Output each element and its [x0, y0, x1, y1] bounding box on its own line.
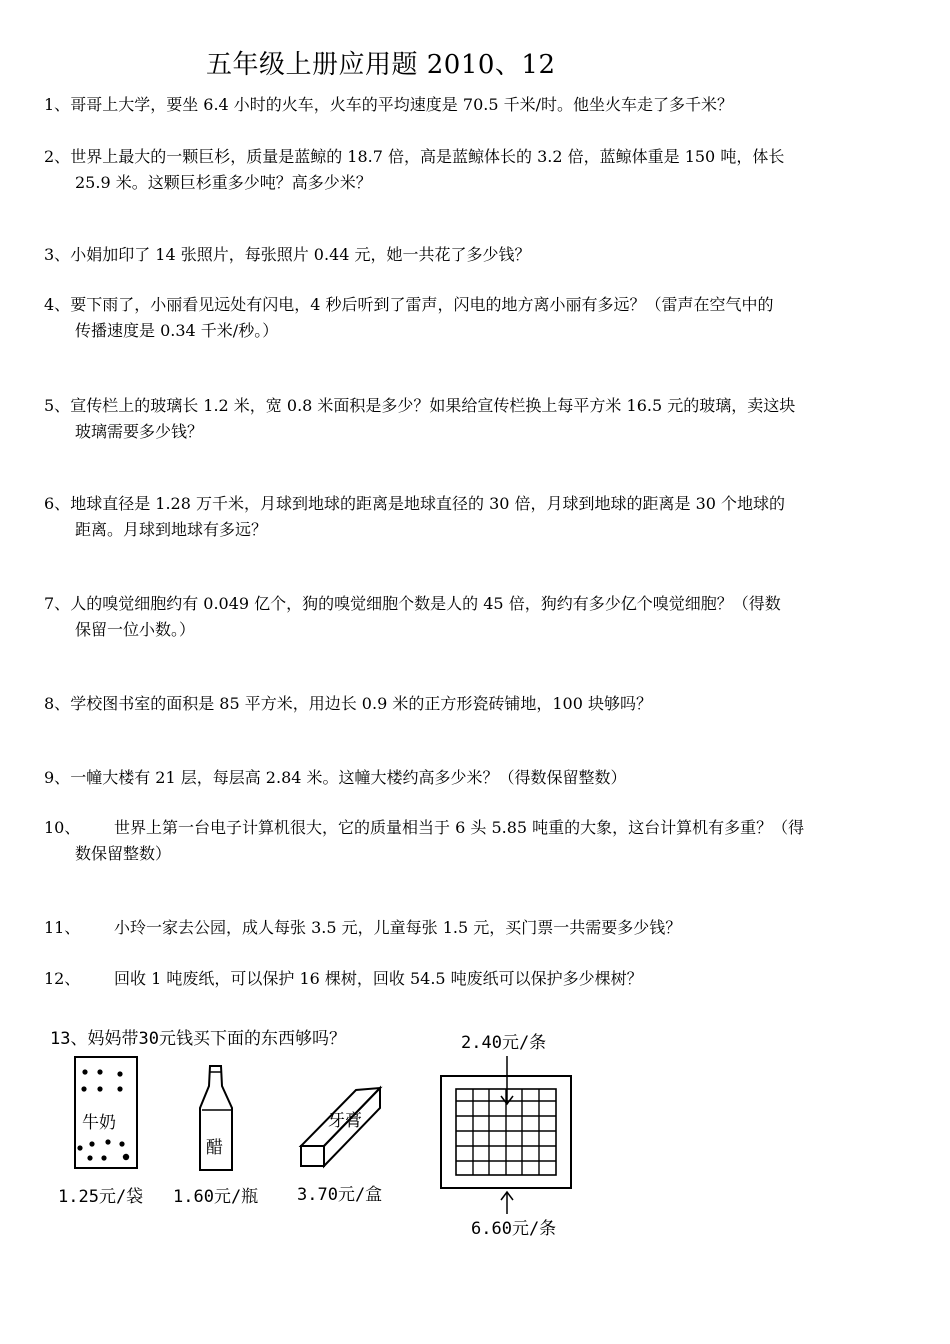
question-number: 4、 — [44, 295, 71, 314]
question-text: 宣传栏上的玻璃长 1.2 米，宽 0.8 米面积是多少？如果给宣传栏换上每平方米 16.5 元的玻璃，卖这块 — [70, 396, 796, 415]
question-text-cont: 25.9 米。这颗巨杉重多少吨？高多少米？ — [75, 173, 372, 192]
page-title: 五年级上册应用题 2010、12 — [206, 50, 556, 80]
tablecloth-price: 6.60元/条 — [471, 1219, 557, 1239]
question-number: 1、 — [44, 95, 71, 114]
question-number: 9、 — [44, 768, 71, 787]
vinegar-label: 醋 — [206, 1138, 223, 1158]
question-number: 2、 — [44, 147, 71, 166]
question-13: 13、妈妈带30元钱买下面的东西够吗？ — [50, 1029, 346, 1049]
toothpaste-price: 3.70元/盒 — [297, 1185, 383, 1205]
question-number: 11、 — [44, 918, 81, 937]
question-number: 6、 — [44, 494, 71, 513]
question-text: 要下雨了，小丽看见远处有闪电，4 秒后听到了雷声，闪电的地方离小丽有多远？（雷声在空气中的 — [70, 295, 774, 314]
question-number: 5、 — [44, 396, 71, 415]
towel-price: 2.40元/条 — [461, 1033, 547, 1053]
question-text: 一幢大楼有 21 层，每层高 2.84 米。这幢大楼约高多少米？（得数保留整数） — [70, 768, 627, 787]
vinegar-price: 1.60元/瓶 — [173, 1187, 259, 1207]
question-number: 7、 — [44, 594, 71, 613]
question-text: 哥哥上大学，要坐 6.4 小时的火车，火车的平均速度是 70.5 千米/时。他坐火车走了多千米？ — [70, 95, 733, 114]
question-text-cont: 传播速度是 0.34 千米/秒。） — [75, 321, 279, 340]
question-text-cont: 保留一位小数。） — [75, 620, 196, 639]
towel-arrow-icon — [501, 1056, 513, 1104]
question-text-cont: 数保留整数） — [75, 844, 172, 863]
milk-price: 1.25元/袋 — [58, 1187, 144, 1207]
question-number: 8、 — [44, 694, 71, 713]
question-text: 世界上第一台电子计算机很大，它的质量相当于 6 头 5.85 吨重的大象，这台计算机有多重？（得 — [114, 818, 805, 837]
toothpaste-label: 牙膏 — [328, 1111, 362, 1131]
question-number: 12、 — [44, 969, 81, 988]
question-number: 3、 — [44, 245, 71, 264]
milk-label: 牛奶 — [82, 1113, 116, 1133]
question-text-cont: 玻璃需要多少钱？ — [75, 422, 204, 441]
question-text: 小玲一家去公园，成人每张 3.5 元，儿童每张 1.5 元，买门票一共需要多少钱？ — [114, 918, 682, 937]
question-text: 小娟加印了 14 张照片，每张照片 0.44 元，她一共花了多少钱？ — [70, 245, 531, 264]
tablecloth-icon — [441, 1076, 571, 1188]
question-number: 10、 — [44, 818, 81, 837]
question-text: 回收 1 吨废纸，可以保护 16 棵树，回收 54.5 吨废纸可以保护多少棵树？ — [114, 969, 643, 988]
question-text: 学校图书室的面积是 85 平方米，用边长 0.9 米的正方形瓷砖铺地，100 块够吗？ — [70, 694, 652, 713]
question-text: 世界上最大的一颗巨杉，质量是蓝鲸的 18.7 倍，高是蓝鲸体长的 3.2 倍，蓝鲸体重是 150 吨，体长 — [70, 147, 785, 166]
question-text: 人的嗅觉细胞约有 0.049 亿个，狗的嗅觉细胞个数是人的 45 倍，狗约有多少亿个嗅觉细胞？（得数 — [70, 594, 781, 613]
question-text: 地球直径是 1.28 万千米，月球到地球的距离是地球直径的 30 倍，月球到地球的距离是 30 个地球的 — [70, 494, 786, 513]
tablecloth-arrow-icon — [501, 1192, 513, 1214]
question-text-cont: 距离。月球到地球有多远？ — [75, 520, 268, 539]
